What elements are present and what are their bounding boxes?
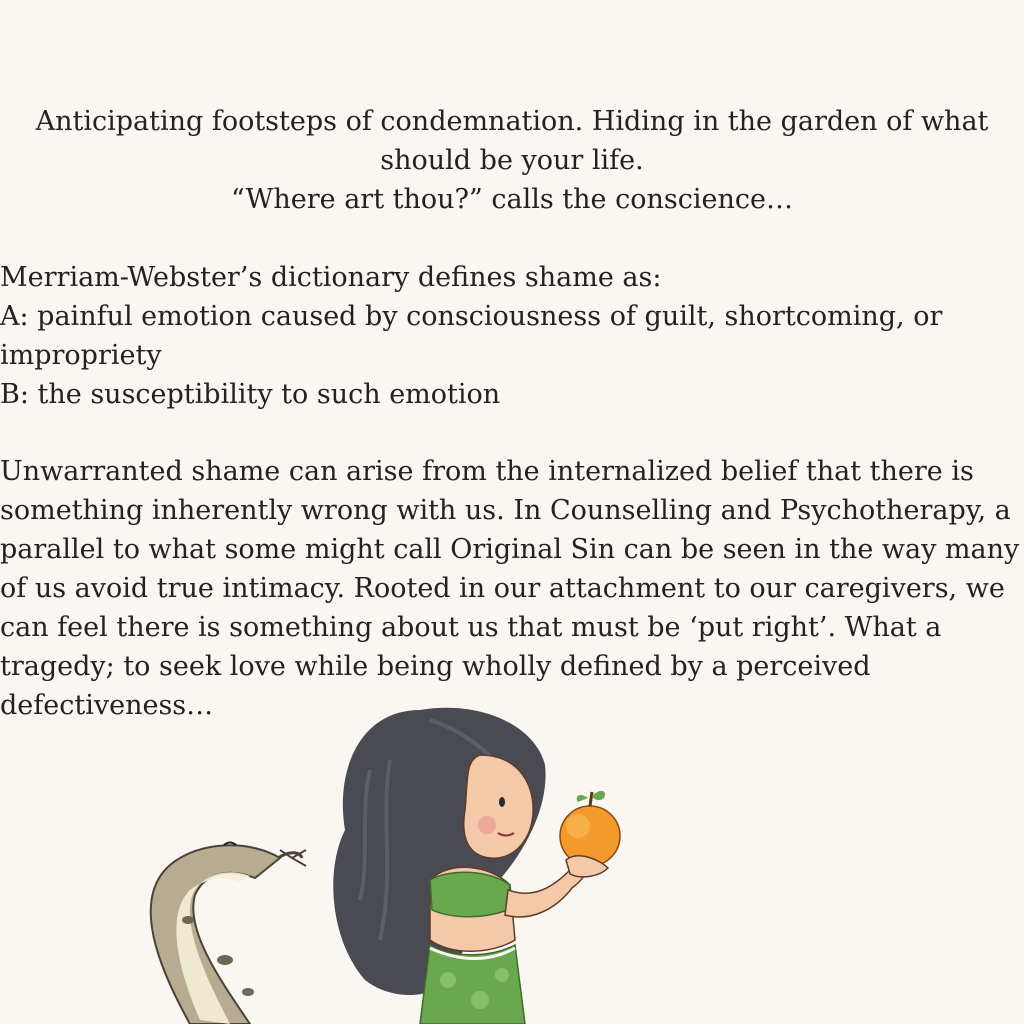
- body-paragraph: Unwarranted shame can arise from the internalized belief that there is something inherently wrong with us. In Counselling and Psychotherapy, a parallel to what some might call Original Sin can be seen in the way many of us avoid true intimacy. Rooted in our attachment to our caregivers, we can feel there is something about us that must be ‘put right’. What a tragedy; to seek love while being wholly defined by a perceived defectiveness…: [0, 456, 1020, 721]
- intro-text: [12, 102, 1012, 219]
- definition-heading: Merriam-Webster’s dictionary defines shame as:: [0, 262, 662, 293]
- snake-icon: [151, 843, 306, 1024]
- intro-line-1: Anticipating footsteps of condemnation. Hiding in the garden of what should be your life.: [35, 106, 989, 176]
- fruit-icon: [560, 791, 620, 866]
- eve-serpent-illustration: [130, 700, 650, 1024]
- definition-a: A: painful emotion caused by consciousness of guilt, shortcoming, or impropriety: [0, 301, 943, 371]
- definition-block: [0, 258, 1020, 414]
- intro-line-2: “Where art thou?” calls the conscience…: [231, 184, 793, 215]
- definition-b: B: the susceptibility to such emotion: [0, 379, 501, 410]
